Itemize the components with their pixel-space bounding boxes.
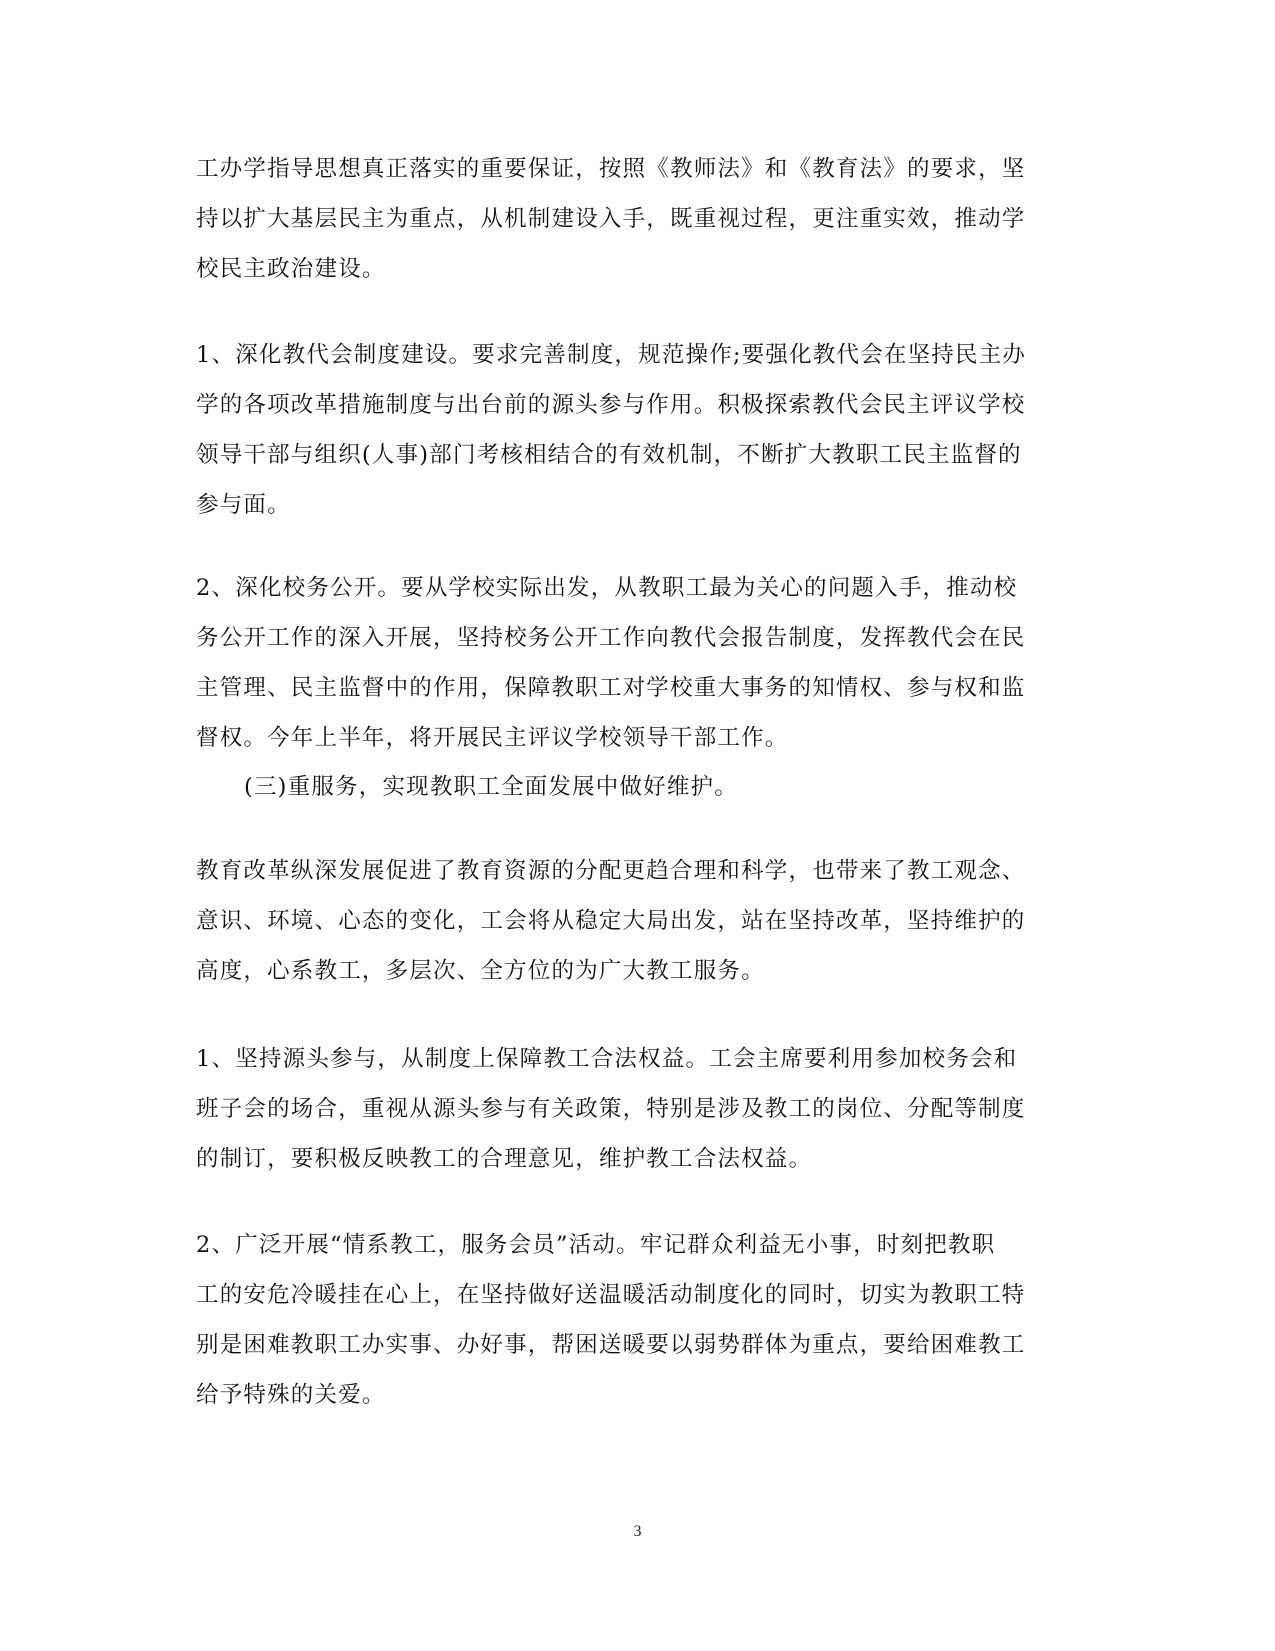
paragraph-line: 班子会的场合，重视从源头参与有关政策，特别是涉及教工的岗位、分配等制度	[196, 1096, 1026, 1122]
paragraph-line: 主管理、民主监督中的作用，保障教职工对学校重大事务的知情权、参与权和监	[196, 675, 1026, 701]
paragraph-line: 学的各项改革措施制度与出台前的源头参与作用。积极探索教代会民主评议学校	[196, 392, 1026, 418]
section-heading-text: (三)重服务，实现教职工全面发展中做好维护。	[244, 774, 738, 800]
paragraph-line: 给予特殊的关爱。	[196, 1382, 386, 1408]
section-heading	[244, 762, 1124, 812]
paragraph-line: 1、坚持源头参与，从制度上保障教工合法权益。工会主席要利用参加校务会和	[196, 1046, 1018, 1072]
paragraph-line: 意识、环境、心态的变化，工会将从稳定大局出发，站在坚持改革，坚持维护的	[196, 908, 1026, 934]
paragraph-line: 高度，心系教工，多层次、全方位的为广大教工服务。	[196, 958, 765, 984]
paragraph-line: 2、深化校务公开。要从学校实际出发，从教职工最为关心的问题入手，推动校	[196, 575, 1018, 601]
paragraph-6	[196, 1034, 1076, 1184]
paragraph-line: 务公开工作的深入开展，坚持校务公开工作向教代会报告制度，发挥教代会在民	[196, 625, 1026, 651]
paragraph-line: 领导干部与组织(人事)部门考核相结合的有效机制，不断扩大教职工民主监督的	[196, 442, 1022, 468]
paragraph-line: 工办学指导思想真正落实的重要保证，按照《教师法》和《教育法》的要求，坚	[196, 156, 1026, 182]
page-number: 3	[633, 1523, 642, 1540]
paragraph-line: 教育改革纵深发展促进了教育资源的分配更趋合理和科学，也带来了教工观念、	[196, 858, 1026, 884]
paragraph-5	[196, 846, 1076, 996]
paragraph-3	[196, 563, 1076, 763]
paragraph-line: 工的安危冷暖挂在心上，在坚持做好送温暖活动制度化的同时，切实为教职工特	[196, 1282, 1026, 1308]
paragraph-line: 2、广泛开展“情系教工，服务会员”活动。牢记群众利益无小事，时刻把教职	[196, 1232, 996, 1258]
paragraph-line: 持以扩大基层民主为重点，从机制建设入手，既重视过程，更注重实效，推动学	[196, 206, 1026, 232]
paragraph-line: 1、深化教代会制度建设。要求完善制度，规范操作;要强化教代会在坚持民主办	[196, 342, 1027, 368]
paragraph-line: 督权。今年上半年，将开展民主评议学校领导干部工作。	[196, 725, 789, 751]
paragraph-1	[196, 144, 1076, 294]
paragraph-line: 的制订，要积极反映教工的合理意见，维护教工合法权益。	[196, 1146, 813, 1172]
paragraph-line: 校民主政治建设。	[196, 256, 386, 282]
paragraph-line: 别是困难教职工办实事、办好事，帮困送暖要以弱势群体为重点，要给困难教工	[196, 1332, 1026, 1358]
paragraph-2	[196, 330, 1076, 530]
paragraph-7	[196, 1220, 1076, 1420]
paragraph-line: 参与面。	[196, 492, 291, 518]
